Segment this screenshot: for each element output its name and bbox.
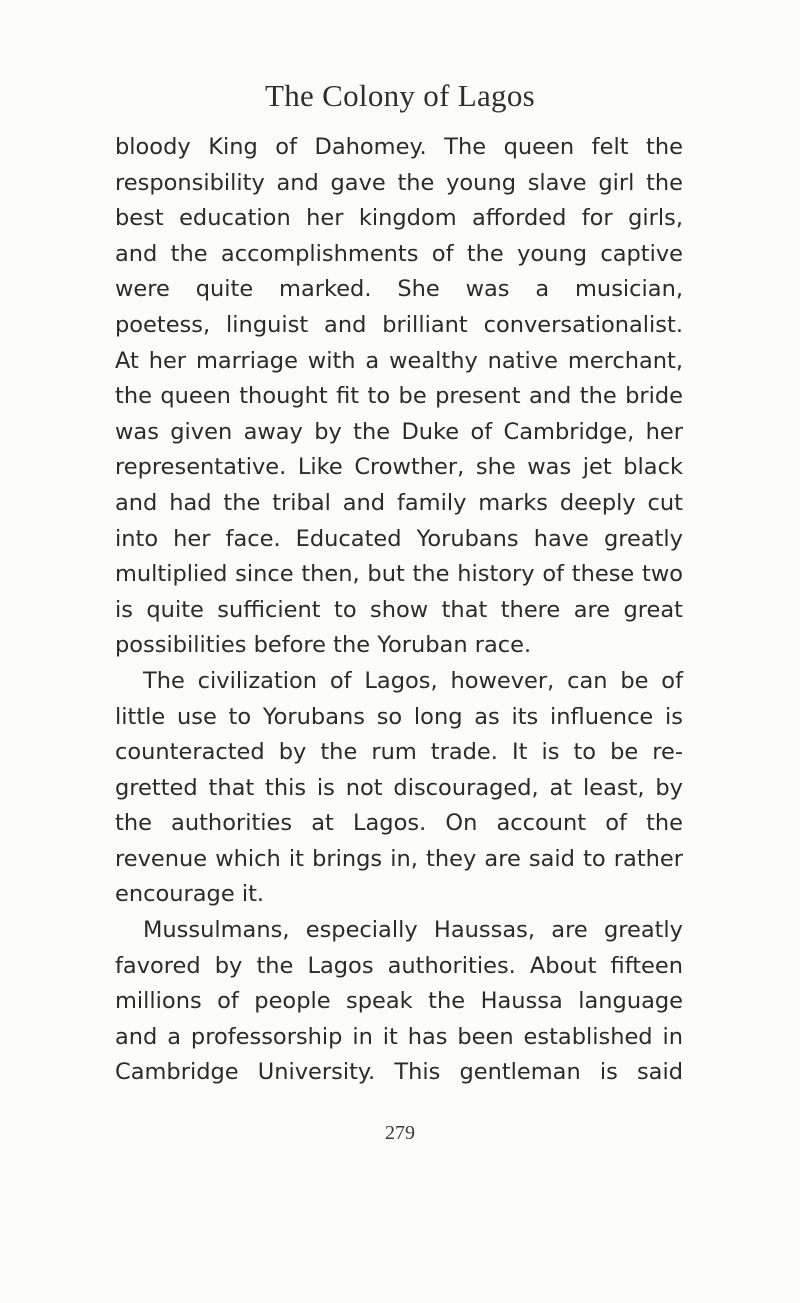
text-line: revenue which it brings in, they are said to rather xyxy=(115,845,683,872)
text-line: and the accomplishments of the young captive xyxy=(115,240,683,267)
text-line: and had the tribal and family marks deeply cut xyxy=(115,489,683,516)
text-line: poetess, linguist and brilliant conversationalist. xyxy=(115,311,683,338)
text-line: little use to Yorubans so long as its influence is xyxy=(115,703,683,730)
text-line: representative. Like Crowther, she was jet black xyxy=(115,454,683,481)
text-line: responsibility and gave the young slave girl the xyxy=(115,169,683,196)
text-line: the authorities at Lagos. On account of the xyxy=(115,810,683,837)
text-line: bloody King of Dahomey. The queen felt the xyxy=(115,134,683,160)
text-line: the queen thought fit to be present and the bride xyxy=(115,383,683,410)
text-line: The civilization of Lagos, however, can be of xyxy=(143,667,683,694)
running-head: The Colony of Lagos xyxy=(264,78,536,113)
text-line: Mussulmans, especially Haussas, are greatly xyxy=(143,917,683,944)
body-text xyxy=(115,130,683,1091)
text-line: gretted that this is not discouraged, at least, by xyxy=(115,774,683,801)
text-line: millions of people speak the Haussa language xyxy=(115,988,683,1015)
text-line: favored by the Lagos authorities. About fifteen xyxy=(115,952,683,979)
text-line: into her face. Educated Yorubans have greatly xyxy=(115,525,683,552)
text-line: were quite marked. She was a musician, xyxy=(115,276,683,303)
text-line: was given away by the Duke of Cambridge, her xyxy=(115,418,683,445)
text-line: is quite sufficient to show that there are great xyxy=(115,596,683,623)
text-line: encourage it. xyxy=(115,881,265,908)
text-line: multiplied since then, but the history of these two xyxy=(115,561,683,588)
text-line: best education her kingdom afforded for girls, xyxy=(115,205,683,232)
page-number: 279 xyxy=(385,1122,415,1144)
text-line: counteracted by the rum trade. It is to be re- xyxy=(115,739,683,766)
text-line: Cambridge University. This gentleman is said xyxy=(115,1059,683,1086)
text-line: and a professorship in it has been established in xyxy=(115,1023,683,1050)
text-line: possibilities before the Yoruban race. xyxy=(115,632,532,659)
text-line: At her marriage with a wealthy native merchant, xyxy=(115,347,683,374)
